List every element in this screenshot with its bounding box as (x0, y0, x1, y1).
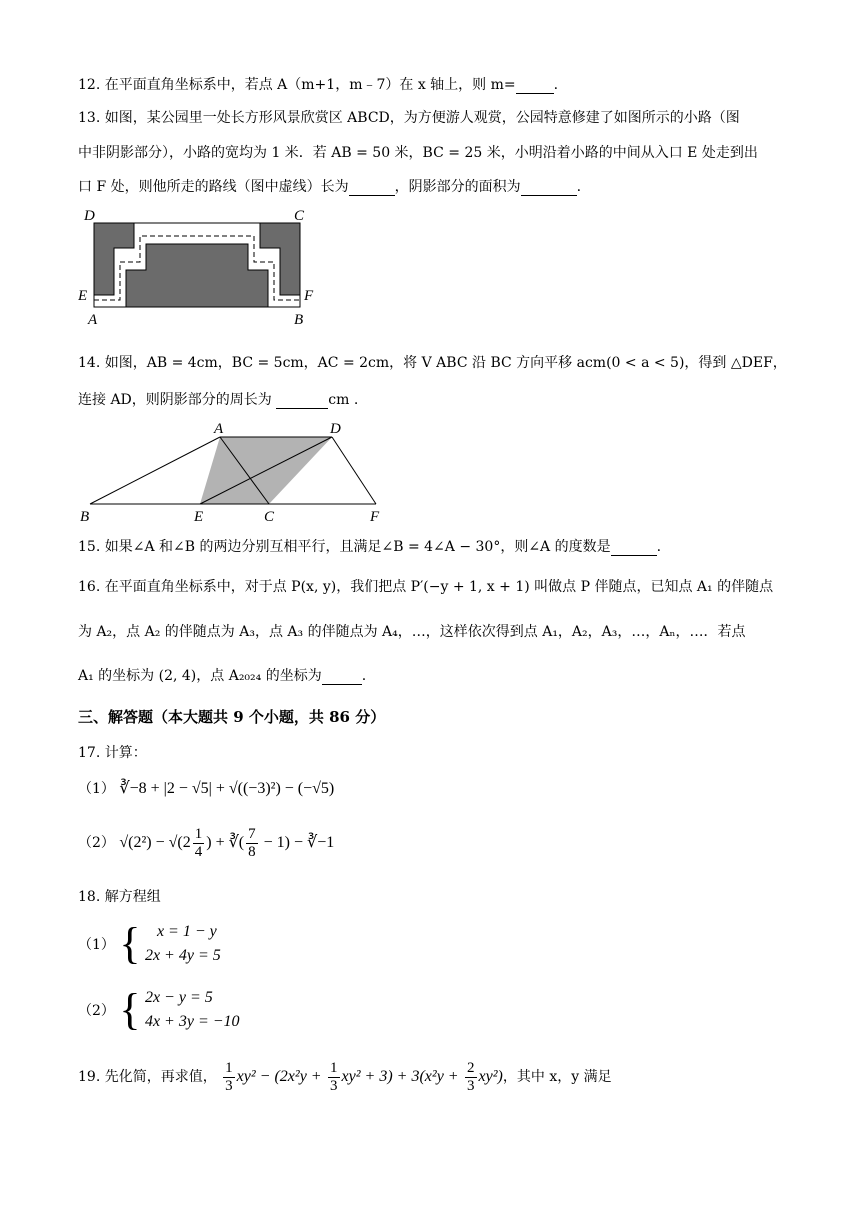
q16-text-line1: 在平面直角坐标系中，对于点 P(x, y)，我们把点 P′(−y + 1, x + 1) 叫做点 P 伴随点，已知点 A₁ 的伴随点 (104, 579, 774, 595)
q17-part1-label: （1） (78, 781, 115, 797)
q18-part2-eq1: 2x − y = 5 (144, 989, 213, 1006)
q17-part2 (78, 826, 334, 860)
q19-fraction-1: $\frac{1}{3}$ (225, 1060, 233, 1094)
q12-line (78, 74, 558, 94)
q15-line (78, 536, 661, 556)
q18-part1-eq1: x = 1 − y (156, 923, 217, 940)
q13-figure (78, 200, 338, 330)
q17-title: 计算： (104, 745, 147, 761)
q17-part2-fraction-1: $\frac{1}{4}$ (194, 826, 203, 860)
q12-text: 在平面直角坐标系中，若点 A（m+1，m﹣7）在 x 轴上，则 m= (104, 77, 516, 93)
q13-label-C: C (294, 208, 305, 224)
q18-title-line (78, 886, 161, 906)
q19-expr-1: xy² − (2x²y + (236, 1068, 322, 1085)
q17-number: 17. (78, 745, 101, 761)
q16-line3 (78, 665, 366, 685)
q19-line (78, 1060, 612, 1094)
q13-label-A: A (88, 312, 98, 328)
q13-number: 13. (78, 110, 101, 126)
q14-line1 (78, 352, 787, 372)
q18-part1-label: （1） (78, 937, 115, 953)
q19-tail: ，其中 x，y 满足 (502, 1069, 612, 1085)
q14-answer-blank[interactable] (276, 392, 328, 409)
q19-expr-3: xy²) (478, 1068, 503, 1085)
q13-line3 (78, 176, 581, 196)
q14-label-B: B (80, 509, 90, 525)
q16-text-line2: 为 A₂，点 A₂ 的伴随点为 A₃，点 A₃ 的伴随点为 A₄，…，这样依次得到点 A₁，A₂，A₃，…，Aₙ，…．若点 (78, 624, 746, 640)
q14-label-C: C (264, 509, 275, 525)
q16-period: . (361, 668, 367, 684)
q16-line2 (78, 621, 746, 641)
q18-part1 (78, 920, 221, 968)
q13-period: . (576, 179, 582, 195)
q13-text-line2: 中非阴影部分），小路的宽均为 1 米．若 AB = 50 米，BC = 25 米，小明沿着小路的中间从入口 E 处走到出 (78, 145, 758, 161)
q13-answer-blank-1[interactable] (349, 179, 395, 196)
q17-part2-label: （2） (78, 835, 115, 851)
q13-label-B: B (294, 312, 304, 328)
q14-number: 14. (78, 355, 101, 371)
q18-part2-label: （2） (78, 1003, 115, 1019)
q18-part2-eq2: 4x + 3y = −10 (144, 1013, 240, 1030)
q19-text: 先化简，再求值， (104, 1069, 217, 1085)
q13-label-F: F (304, 288, 314, 304)
q14-label-A: A (214, 421, 224, 437)
q14-line-BA (90, 437, 220, 504)
q15-text: 如果∠A 和∠B 的两边分别互相平行，且满足∠B = 4∠A − 30°，则∠A 的度数是 (104, 539, 611, 555)
q17-part2-expr-a: √(2²) − √(2 (119, 834, 191, 851)
q17-part2-expr-b: ) + ∛( (206, 834, 245, 851)
q13-shaded-center (126, 244, 268, 307)
q15-answer-blank[interactable] (611, 539, 657, 556)
q14-label-E: E (194, 509, 204, 525)
q16-answer-blank[interactable] (322, 668, 362, 685)
q15-number: 15. (78, 539, 101, 555)
q14-label-D: D (330, 421, 341, 437)
q18-title: 解方程组 (104, 889, 161, 905)
q18-part1-brace: { (119, 919, 141, 968)
q13-label-E: E (78, 288, 88, 304)
q16-text-line3a: A₁ 的坐标为 (2, 4)，点 A₂₀₂₄ 的坐标为 (78, 668, 322, 684)
q14-figure (76, 420, 396, 526)
q18-part2-brace: { (119, 985, 141, 1034)
q17-title-line (78, 742, 147, 762)
q17-part1-expression: ∛−8 + |2 − √5| + √((−3)²) − (−√5) (119, 780, 335, 797)
q17-part2-expr-c: − 1) − ∛−1 (259, 834, 335, 851)
q13-line2 (78, 142, 758, 162)
q14-line-DF (332, 437, 376, 504)
q18-number: 18. (78, 889, 101, 905)
q14-text-line2a: 连接 AD，则阴影部分的周长为 (78, 392, 272, 408)
q13-text-line1: 如图，某公园里一处长方形风景欣赏区 ABCD，为方便游人观赏，公园特意修建了如图所示的小路（图 (104, 110, 740, 126)
q13-line1 (78, 107, 740, 127)
q18-part1-eq2: 2x + 4y = 5 (144, 947, 221, 964)
q14-text-line1: 如图，AB = 4cm，BC = 5cm，AC = 2cm，将 V ABC 沿 BC 方向平移 acm(0 < a < 5)，得到 △DEF， (104, 355, 787, 371)
q14-label-F: F (370, 509, 380, 525)
section3-heading: 三、解答题（本大题共 9 个小题，共 86 分） (78, 708, 386, 726)
q19-fraction-2: $\frac{1}{3}$ (330, 1060, 338, 1094)
q13-text-line3a: 口 F 处，则他所走的路线（图中虚线）长为 (78, 179, 349, 195)
q14-line2 (78, 389, 358, 409)
q13-answer-blank-2[interactable] (521, 179, 577, 196)
q15-period: . (656, 539, 662, 555)
q12-number: 12. (78, 77, 101, 93)
q19-expr-2: xy² + 3) + 3(x²y + (341, 1068, 459, 1085)
q19-number: 19. (78, 1069, 101, 1085)
q18-part2 (78, 986, 240, 1034)
q16-line1 (78, 576, 773, 596)
q13-label-D: D (84, 208, 95, 224)
q17-part2-fraction-2: $\frac{7}{8}$ (248, 826, 256, 860)
q12-period: . (553, 77, 559, 93)
q18-part2-system (145, 986, 240, 1034)
q14-unit: cm . (328, 392, 359, 408)
q19-fraction-3: $\frac{2}{3}$ (467, 1060, 475, 1094)
q16-number: 16. (78, 579, 101, 595)
q17-part1 (78, 778, 334, 798)
q12-answer-blank[interactable] (516, 77, 554, 94)
q13-text-line3b: ，阴影部分的面积为 (394, 179, 521, 195)
q18-part1-system (145, 920, 221, 968)
